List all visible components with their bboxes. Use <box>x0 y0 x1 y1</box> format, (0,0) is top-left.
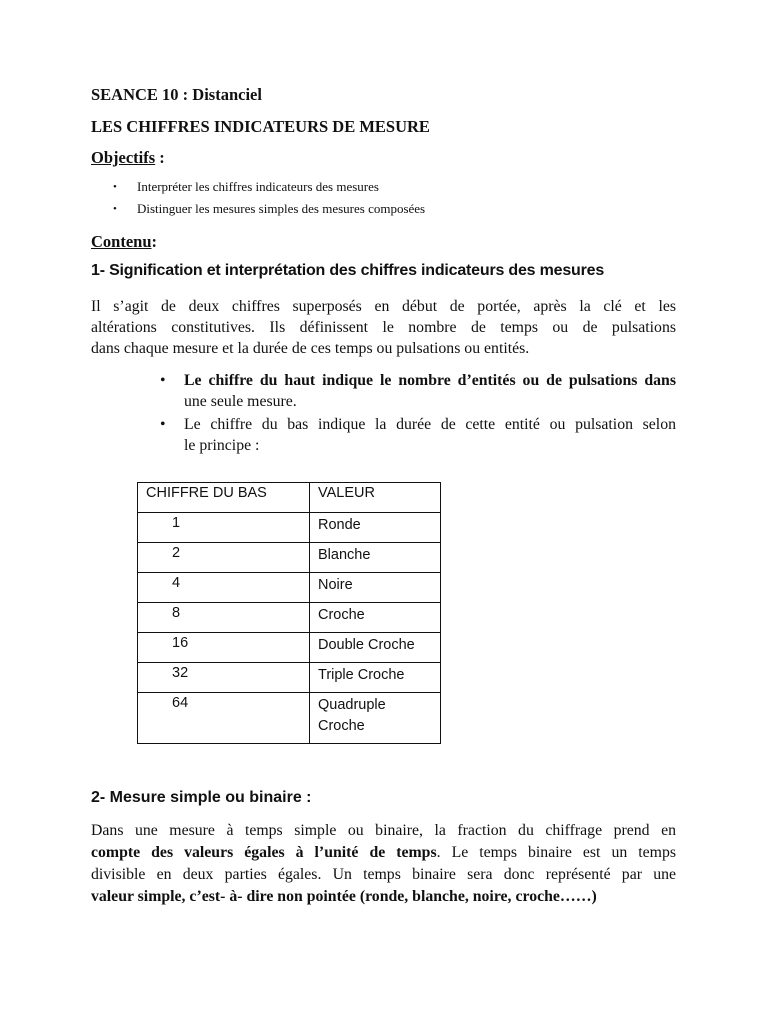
cell-number: 64 <box>138 693 310 744</box>
objectifs-colon: : <box>155 148 165 167</box>
section2-paragraph <box>91 820 676 908</box>
bullet-icon: • <box>160 372 166 389</box>
cell-number: 4 <box>138 573 310 603</box>
paragraph-line <box>91 842 676 864</box>
objectif-item <box>113 200 425 222</box>
note-values-table <box>137 482 441 744</box>
paragraph-line: Il s’agit de deux chiffres superposés en début de portée, après la clé et les <box>91 298 676 315</box>
cell-number: 1 <box>138 513 310 543</box>
column-header-bottom-number: CHIFFRE DU BAS <box>138 483 310 513</box>
rule-line: le principe : <box>184 437 260 454</box>
table-row <box>138 543 441 573</box>
paragraph-line: Dans une mesure à temps simple ou binaire, la fraction du chiffrage prend en <box>91 822 676 839</box>
paragraph-line: divisible en deux parties égales. Un temps binaire sera donc représenté par une <box>91 866 676 883</box>
session-title: SEANCE 10 : Distanciel <box>91 85 262 104</box>
cell-number: 16 <box>138 633 310 663</box>
section1-paragraph <box>91 296 676 359</box>
objectif-text: Distinguer les mesures simples des mesures composées <box>137 201 426 216</box>
paragraph-line: altérations constitutives. Ils définissent le nombre de temps ou de pulsations <box>91 319 676 336</box>
rule-line: Le chiffre du bas indique la durée de cette entité ou pulsation selon <box>184 416 676 433</box>
rules-list <box>160 370 676 458</box>
section2-heading: 2- Mesure simple ou binaire : <box>91 789 312 806</box>
table-row <box>138 633 441 663</box>
bullet-icon: • <box>113 203 117 215</box>
table-row <box>138 663 441 693</box>
cell-number: 32 <box>138 663 310 693</box>
bullet-icon: • <box>160 416 166 433</box>
objectifs-label: Objectifs <box>91 148 156 167</box>
cell-value: Ronde <box>310 513 441 543</box>
objectif-item <box>113 178 425 200</box>
cell-value: Quadruple Croche <box>310 693 441 744</box>
rule-line: une seule mesure. <box>184 393 297 410</box>
cell-value: Blanche <box>310 543 441 573</box>
column-header-value: VALEUR <box>310 483 441 513</box>
rule-item-top-number <box>160 370 676 412</box>
objectifs-list <box>113 178 425 222</box>
cell-value: Croche <box>310 603 441 633</box>
table-row <box>138 693 441 744</box>
cell-number: 8 <box>138 603 310 633</box>
document-title: LES CHIFFRES INDICATEURS DE MESURE <box>91 117 430 136</box>
rule-item-bottom-number <box>160 414 676 456</box>
plain-phrase: . Le temps binaire est un temps <box>436 844 676 861</box>
cell-number: 2 <box>138 543 310 573</box>
cell-value: Noire <box>310 573 441 603</box>
cell-value: Double Croche <box>310 633 441 663</box>
table-row <box>138 573 441 603</box>
section1-heading: 1- Signification et interprétation des chiffres indicateurs des mesures <box>91 262 605 279</box>
cell-value: Triple Croche <box>310 663 441 693</box>
bullet-icon: • <box>113 181 117 193</box>
table-row <box>138 603 441 633</box>
table-header-row <box>138 483 441 513</box>
table-row <box>138 513 441 543</box>
paragraph-line: dans chaque mesure et la durée de ces temps ou pulsations ou entités. <box>91 340 530 357</box>
objectifs-heading <box>91 148 165 168</box>
bold-phrase: compte des valeurs égales à l’unité de temps <box>91 844 437 861</box>
rule-line: Le chiffre du haut indique le nombre d’entités ou de pulsations dans <box>184 372 676 389</box>
contenu-heading <box>91 232 157 252</box>
contenu-label: Contenu <box>91 232 152 251</box>
paragraph-line: valeur simple, c’est- à- dire non pointée (ronde, blanche, noire, croche……) <box>91 888 597 905</box>
contenu-colon: : <box>151 232 158 251</box>
objectif-text: Interpréter les chiffres indicateurs des mesures <box>137 179 379 194</box>
